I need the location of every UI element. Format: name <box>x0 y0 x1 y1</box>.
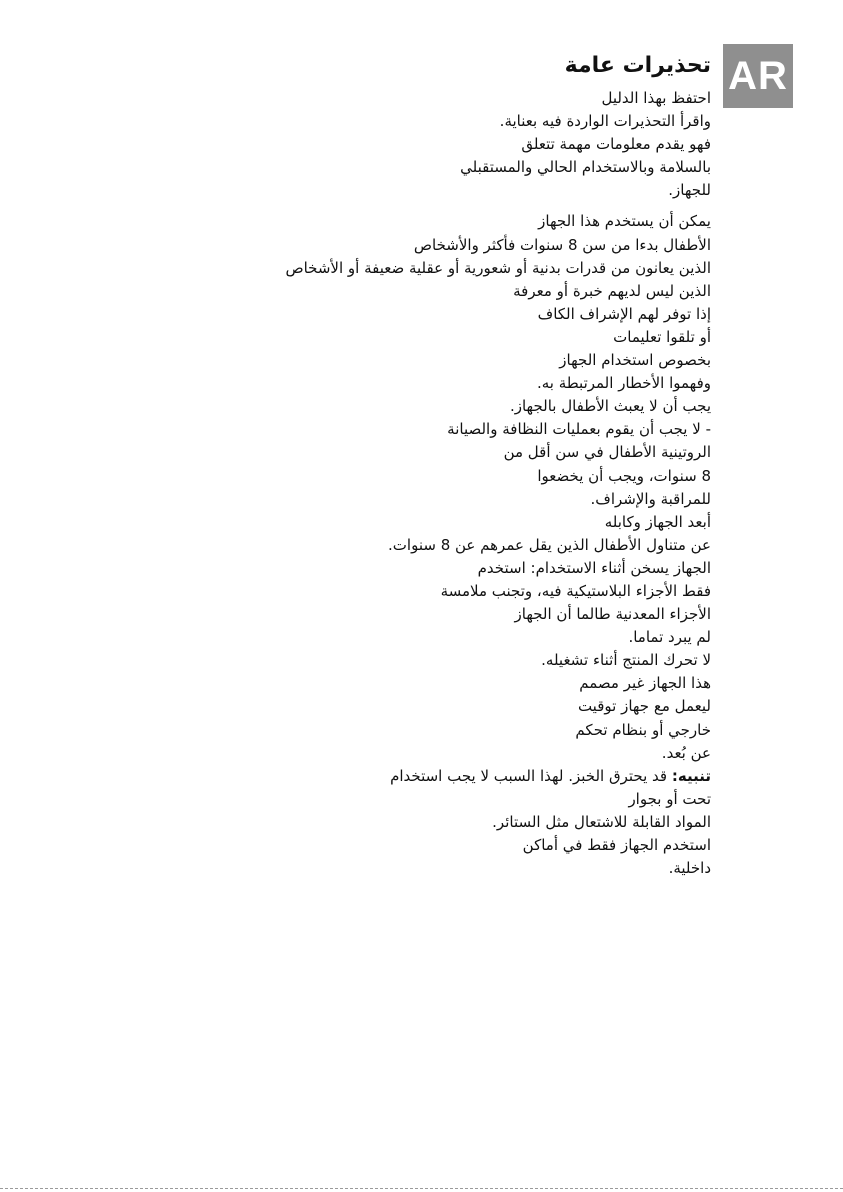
text-line: أو تلقوا تعليمات <box>613 327 711 346</box>
page-bottom-rule <box>0 1188 843 1189</box>
text-line: الأجزاء المعدنية طالما أن الجهاز <box>514 605 711 624</box>
text-line: إذا توفر لهم الإشراف الكاف <box>537 304 711 323</box>
text-line: داخلية. <box>668 859 711 878</box>
text-line: واقرأ التحذيرات الواردة فيه بعناية. <box>499 112 711 131</box>
caution-text: قد يحترق الخبز. لهذا السبب لا يجب استخدام <box>390 766 668 785</box>
caution-line <box>285 765 711 788</box>
text-line: الذين يعانون من قدرات بدنية أو شعورية أو عقلية ضعيفة أو الأشخاص <box>285 258 711 277</box>
text-line: عن بُعد. <box>661 743 711 762</box>
text-line: أبعد الجهاز وكابله <box>604 512 711 531</box>
text-line: لم يبرد تماما. <box>628 628 711 647</box>
text-line: استخدم الجهاز فقط في أماكن <box>522 836 711 854</box>
text-line: عن متناول الأطفال الذين يقل عمرهم عن 8 سنوات. <box>388 535 711 554</box>
text-line: - لا يجب أن يقوم بعمليات النظافة والصيانة <box>447 420 711 439</box>
caution-label: تنبيه: <box>671 766 711 785</box>
text-line: بالسلامة وبالاستخدام الحالي والمستقبلي <box>460 158 711 177</box>
text-line: للمراقبة والإشراف. <box>590 489 711 508</box>
text-line: الروتينية الأطفال في سن أقل من <box>503 443 711 462</box>
text-line: الجهاز يسخن أثناء الاستخدام: استخدم <box>477 558 711 577</box>
warnings-body <box>285 87 711 880</box>
text-line: الأطفال بدءا من سن 8 سنوات فأكثر والأشخاص <box>413 235 711 254</box>
text-line: يمكن أن يستخدم هذا الجهاز <box>538 212 711 231</box>
text-line: فقط الأجزاء البلاستيكية فيه، وتجنب ملامسة <box>440 581 711 600</box>
text-line: المواد القابلة للاشتعال مثل الستائر. <box>492 812 711 831</box>
text-line: هذا الجهاز غير مصمم <box>579 674 711 693</box>
text-line: احتفظ بهذا الدليل <box>601 89 711 107</box>
text-line: خارجي أو بنظام تحكم <box>575 720 711 739</box>
text-line: وفهموا الأخطار المرتبطة به. <box>536 374 711 393</box>
language-badge: AR <box>723 44 793 108</box>
text-line: ليعمل مع جهاز توقيت <box>577 697 711 716</box>
text-line: لا تحرك المنتج أثناء تشغيله. <box>541 651 711 670</box>
text-line: يجب أن لا يعبث الأطفال بالجهاز. <box>509 397 711 416</box>
text-line: 8 سنوات، ويجب أن يخضعوا <box>537 466 711 485</box>
page-title: تحذيرات عامة <box>564 53 711 78</box>
text-line: بخصوص استخدام الجهاز <box>559 351 711 370</box>
text-line: تحت أو بجوار <box>628 789 711 808</box>
text-line: للجهاز. <box>668 181 711 200</box>
text-line: فهو يقدم معلومات مهمة تتعلق <box>521 135 711 154</box>
text-line: الذين ليس لديهم خبرة أو معرفة <box>513 281 711 300</box>
